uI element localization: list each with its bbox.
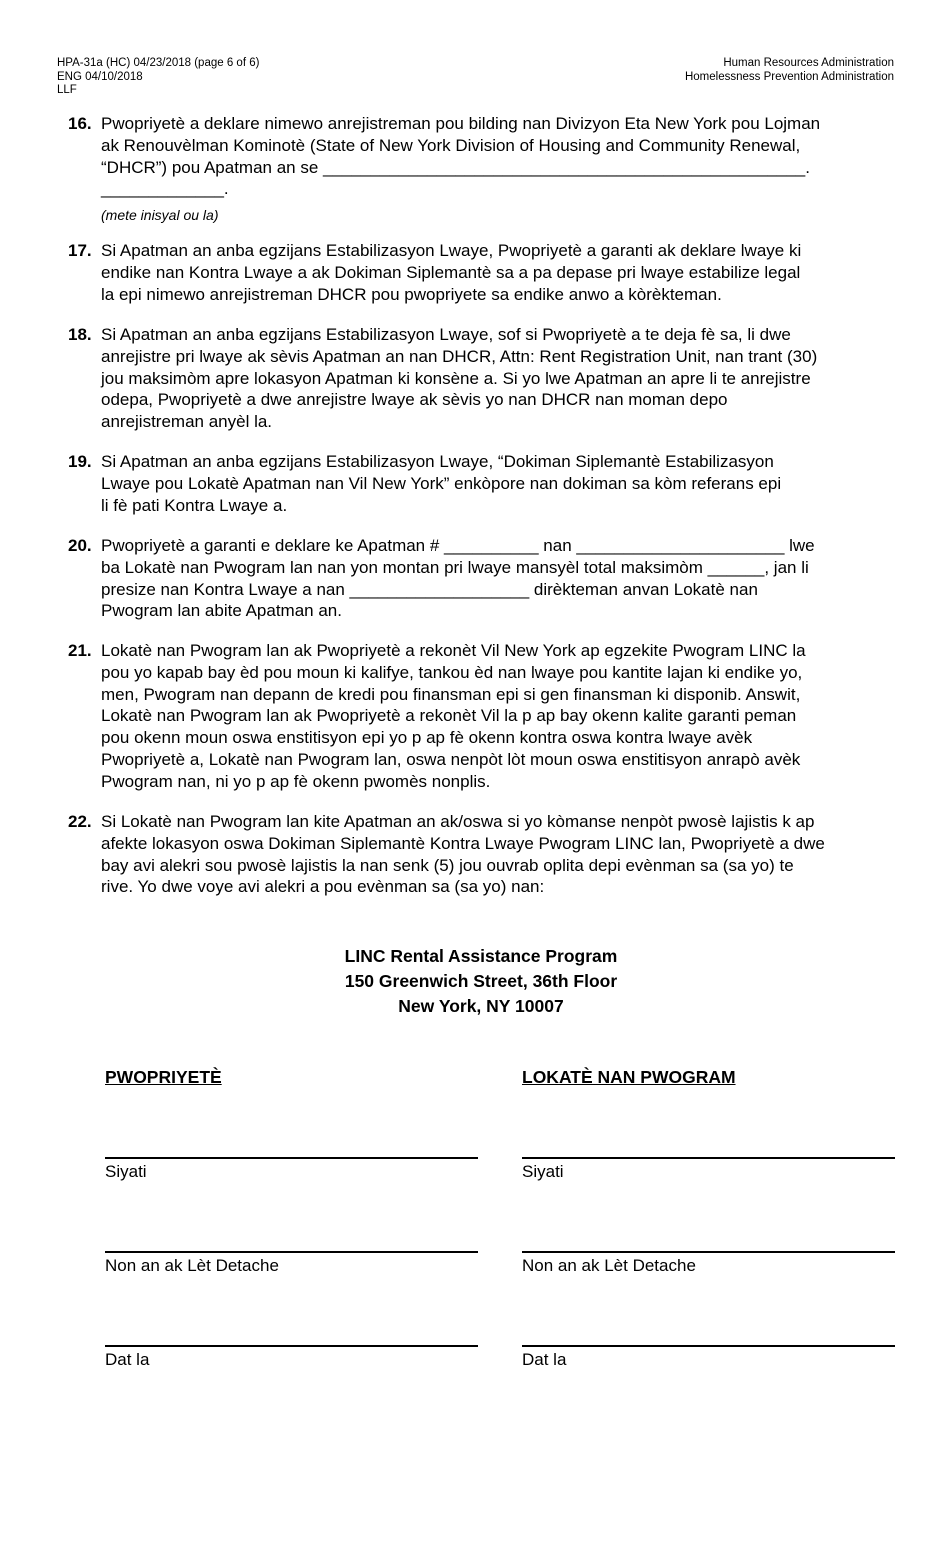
- clause-line: jou maksimòm apre lokasyon Apatman ki konsène a. Si yo lwe Apatman an apre li te anrejistre: [101, 368, 811, 388]
- clause-line: “DHCR”) pou Apatman an se ___________________________________________________.: [101, 157, 810, 177]
- tenant-date-label: Dat la: [522, 1350, 567, 1369]
- clause-number: 17.: [68, 241, 92, 260]
- clause-17: [68, 240, 900, 305]
- clause-21: [68, 640, 900, 793]
- clause-text: [101, 240, 900, 305]
- clause-20: [68, 535, 900, 622]
- tenant-signature-label: Siyati: [522, 1162, 564, 1181]
- clause-line: ak Renouvèlman Kominotè (State of New York Division of Housing and Community Renewal,: [101, 135, 801, 155]
- owner-name-label: Non an ak Lèt Detache: [105, 1256, 279, 1275]
- clause-line: Si Apatman an anba egzijans Estabilizasyon Lwaye, sof si Pwopriyetè a te deja fè sa, li dwe: [101, 325, 791, 344]
- owner-name-line[interactable]: [105, 1251, 478, 1253]
- form-code: HPA-31a (HC) 04/23/2018 (page 6 of 6): [57, 57, 260, 69]
- agency-header: [685, 57, 894, 84]
- clause-line: Pwopriyetè a, Lokatè nan Pwogram lan, oswa nenpòt lòt moun oswa enstitisyon anrapò avèk: [101, 749, 801, 769]
- clause-line: Lokatè nan Pwogram lan ak Pwopriyetè a rekonèt Vil New York ap egzekite Pwogram LINC la: [101, 641, 806, 660]
- agency-name: Human Resources Administration: [723, 57, 894, 69]
- mailing-address: [0, 944, 950, 1019]
- form-lang-code: LLF: [57, 84, 77, 96]
- clause-number: 19.: [68, 452, 92, 471]
- clause-text: [101, 535, 900, 622]
- clause-line: ba Lokatè nan Pwogram lan nan yon montan pri lwaye mansyèl total maksimòm ______, jan li: [101, 557, 809, 577]
- form-id-header: [57, 57, 259, 98]
- address-program: LINC Rental Assistance Program: [344, 946, 618, 966]
- clause-line: odepa, Pwopriyetè a dwe anrejistre lwaye ak sèvis yo nan DHCR nan moman depo: [101, 390, 728, 410]
- owner-title: PWOPRIYETÈ: [105, 1067, 222, 1087]
- clause-line: Lwaye pou Lokatè Apatman nan Vil New York” enkòpore nan dokiman sa kòm referans epi: [101, 473, 782, 493]
- owner-date-label: Dat la: [105, 1350, 150, 1369]
- clause-line: Pwogram nan, ni yo p ap fè okenn pwomès nonplis.: [101, 771, 491, 791]
- clause-19: [68, 451, 900, 516]
- clause-line: anrejistre pri lwaye ak sèvis Apatman an nan DHCR, Attn: Rent Registration Unit, nan trant (30): [101, 346, 818, 366]
- clause-line: pou yo kapab bay èd pou moun ki kalifye, tankou èd nan lwaye pou kantite lajan ki endike yo,: [101, 662, 803, 682]
- clause-number: 20.: [68, 536, 92, 555]
- owner-signature-block: [105, 1067, 478, 1370]
- clause-line: Si Lokatè nan Pwogram lan kite Apatman an ak/oswa si yo kòmanse nenpòt pwosè lajistis k ap: [101, 812, 815, 831]
- clause-number: 21.: [68, 641, 92, 660]
- clause-line: rive. Yo dwe voye avi alekri a pou evènman sa (sa yo) nan:: [101, 877, 545, 897]
- address-city: New York, NY 10007: [398, 996, 564, 1016]
- address-street: 150 Greenwich Street, 36th Floor: [344, 971, 618, 991]
- clause-line: Si Apatman an anba egzijans Estabilizasyon Lwaye, “Dokiman Siplemantè Estabilizasyon: [101, 452, 774, 471]
- tenant-title: LOKATÈ NAN PWOGRAM: [522, 1067, 736, 1087]
- tenant-signature-block: [522, 1067, 895, 1370]
- agency-division: Homelessness Prevention Administration: [684, 70, 894, 83]
- initial-blank: _____________.: [101, 179, 229, 199]
- clause-text: [101, 324, 900, 433]
- tenant-name-line[interactable]: [522, 1251, 895, 1253]
- clause-text: [101, 640, 900, 793]
- clause-text: [101, 113, 900, 200]
- clause-text: [101, 451, 900, 516]
- clause-number: 18.: [68, 325, 92, 344]
- clause-line: bay avi alekri sou pwosè lajistis la nan senk (5) jou ouvrab oplita depi evènman sa (sa yo) te: [101, 855, 794, 875]
- clause-line: Si Apatman an anba egzijans Estabilizasyon Lwaye, Pwopriyetè a garanti ak deklare lwaye ki: [101, 241, 802, 260]
- clause-line: Pwopriyetè a deklare nimewo anrejistreman pou bilding nan Divizyon Eta New York pou Lojman: [101, 114, 821, 133]
- initial-note: (mete inisyal ou la): [101, 207, 219, 224]
- clause-16: [68, 113, 900, 227]
- clause-line: endike nan Kontra Lwaye a ak Dokiman Siplemantè sa a pa depase pri lwaye estabilize legal: [101, 262, 801, 282]
- clause-line: Pwogram lan abite Apatman an.: [101, 601, 342, 621]
- owner-signature-line[interactable]: [105, 1157, 478, 1159]
- clause-line: afekte lokasyon oswa Dokiman Siplemantè Kontra Lwaye Pwogram LINC lan, Pwopriyetè a dwe: [101, 833, 825, 853]
- tenant-date-line[interactable]: [522, 1345, 895, 1347]
- clause-text: [101, 811, 900, 898]
- tenant-name-label: Non an ak Lèt Detache: [522, 1256, 696, 1275]
- clause-line: anrejistreman anyèl la.: [101, 412, 273, 432]
- clause-line: men, Pwogram nan depann de kredi pou finansman epi si gen finansman ki disponib. Answit,: [101, 684, 801, 704]
- clause-line: li fè pati Kontra Lwaye a.: [101, 495, 288, 515]
- clause-line: Pwopriyetè a garanti e deklare ke Apatman # __________ nan ______________________ lwe: [101, 536, 815, 555]
- owner-date-line[interactable]: [105, 1345, 478, 1347]
- clause-18: [68, 324, 900, 433]
- clause-number: 22.: [68, 812, 92, 831]
- clause-22: [68, 811, 900, 898]
- tenant-signature-line[interactable]: [522, 1157, 895, 1159]
- form-eng-date: ENG 04/10/2018: [57, 70, 143, 83]
- clause-line: Lokatè nan Pwogram lan ak Pwopriyetè a rekonèt Vil la p ap bay okenn kalite garanti peman: [101, 706, 797, 726]
- owner-signature-label: Siyati: [105, 1162, 147, 1181]
- clause-line: pou okenn moun oswa enstitisyon epi yo p ap fè okenn kontra oswa kontra lwaye avèk: [101, 728, 753, 748]
- clause-number: 16.: [68, 114, 92, 133]
- clause-line: presize nan Kontra Lwaye a nan ___________________ dirèkteman anvan Lokatè nan: [101, 579, 758, 599]
- clause-line: la epi nimewo anrejistreman DHCR pou pwopriyete sa endike anwo a kòrèkteman.: [101, 284, 722, 304]
